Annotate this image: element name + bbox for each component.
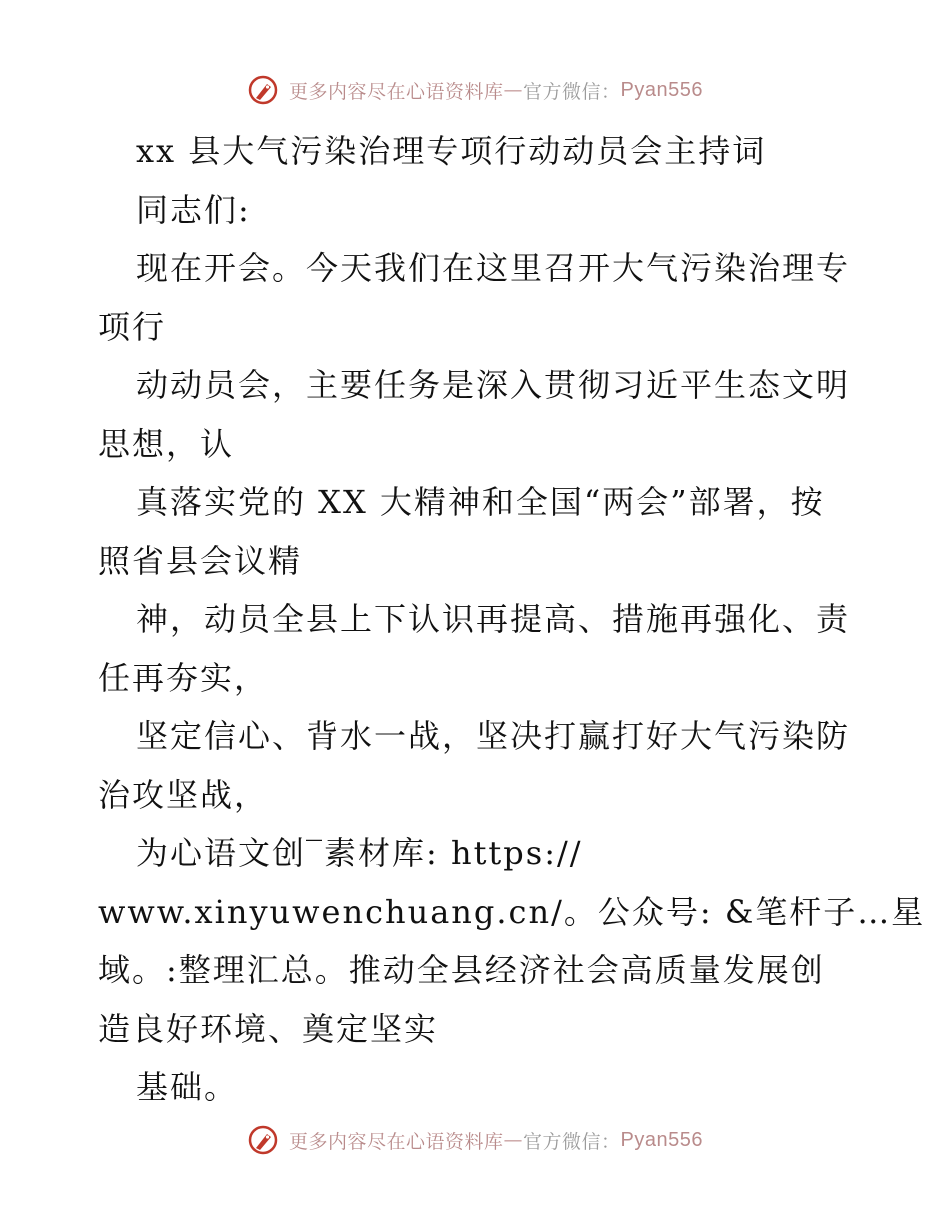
watermark-main-text: 更多内容尽在心语资料库 (289, 80, 504, 103)
pen-nib-logo-icon (247, 74, 279, 106)
paragraph-line: 坚定信心、背水一战，坚决打赢打好大气污染防 (136, 717, 851, 755)
paragraph-line: 现在开会。今天我们在这里召开大气污染治理专 (136, 249, 851, 287)
salutation: 同志们: (136, 190, 251, 229)
pen-nib-logo-icon (247, 1124, 279, 1156)
paragraph-line: 为心语文创‾素材库: https:// (136, 834, 583, 872)
paragraph-line: 基础。 (136, 1068, 239, 1106)
watermark-text (289, 1127, 703, 1154)
paragraph-line: 动动员会，主要任务是深入贯彻习近平生态文明 (136, 366, 851, 404)
paragraph-line: 造良好环境、奠定坚实 (98, 1009, 439, 1048)
watermark-label: 官方微信： (523, 80, 621, 103)
paragraph-line: 项行 (98, 307, 167, 346)
paragraph-line: www.xinyuwenchuang.cn/。公众号: &笔杆子…星 (98, 892, 926, 931)
watermark-dash: — (503, 79, 524, 101)
watermark-text (289, 77, 703, 104)
paragraph-line: 域。:整理汇总。推动全县经济社会高质量发展创 (98, 951, 825, 989)
footer-watermark (0, 1120, 950, 1160)
paragraph-line: 照省县会议精 (98, 541, 303, 580)
watermark-dash: — (503, 1129, 524, 1151)
paragraph-line: 思想，认 (98, 424, 235, 463)
paragraph-line: 治攻坚战， (98, 775, 269, 814)
header-watermark (0, 70, 950, 110)
paragraph-line: 真落实党的 XX 大精神和全国“两会”部署，按 (136, 483, 825, 521)
paragraph-line: 神，动员全县上下认识再提高、措施再强化、责 (136, 600, 851, 638)
paragraph-line: 任再夯实， (98, 658, 269, 697)
watermark-label: 官方微信： (523, 1130, 621, 1153)
document-body (98, 122, 926, 1117)
document-title: xx 县大气污染治理专项行动动员会主持词 (136, 132, 767, 170)
watermark-wechat-id: Pyan556 (620, 78, 703, 101)
watermark-wechat-id: Pyan556 (620, 1128, 703, 1151)
watermark-main-text: 更多内容尽在心语资料库 (289, 1130, 504, 1153)
